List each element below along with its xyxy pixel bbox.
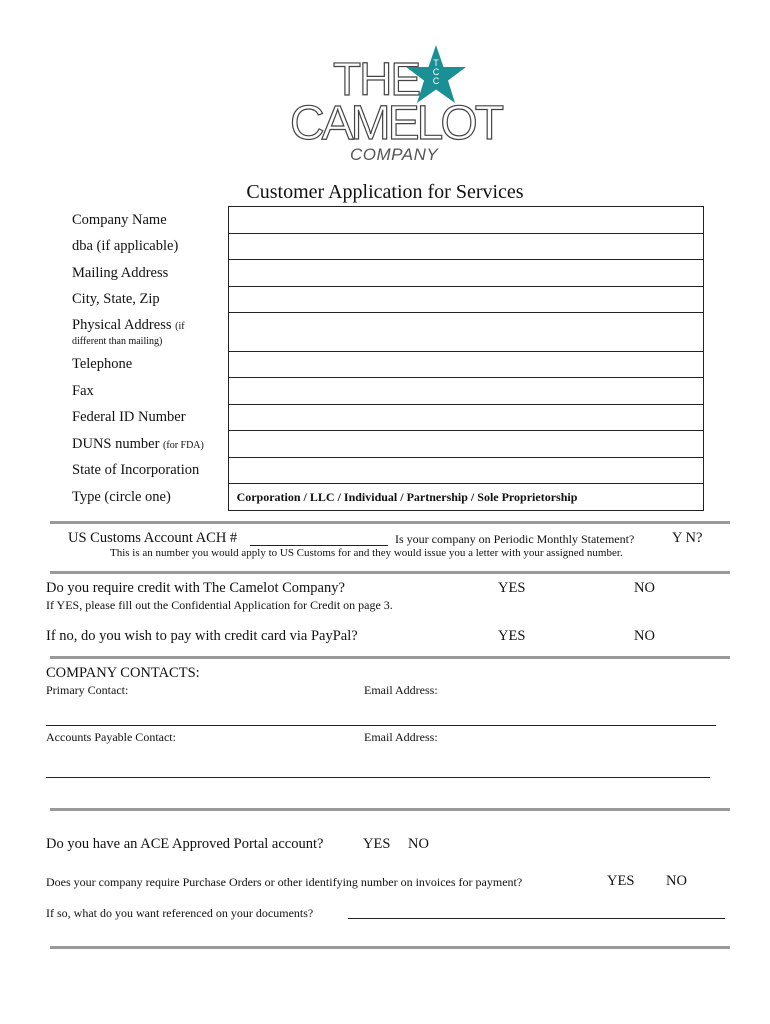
table-row <box>64 260 704 287</box>
section-divider <box>50 656 730 659</box>
field-label: State of Incorporation <box>64 458 228 484</box>
field-label <box>64 431 228 458</box>
field-label: Fax <box>64 378 228 405</box>
primary-email-label: Email Address: <box>364 683 438 697</box>
table-row <box>64 378 704 405</box>
field-label <box>64 313 228 352</box>
customs-note: This is an number you would apply to US Customs for and they would issue you a letter with your assigned number. <box>110 547 623 559</box>
table-row <box>64 405 704 431</box>
field-label: Type (circle one) <box>64 484 228 511</box>
physical-address-field[interactable] <box>228 313 703 352</box>
star-letter-c1: C <box>432 67 440 77</box>
page-title: Customer Application for Services <box>246 181 524 203</box>
ap-email-label: Email Address: <box>364 730 438 744</box>
telephone-field[interactable] <box>228 352 703 378</box>
star-icon <box>404 44 468 106</box>
credit-no-option[interactable]: NO <box>634 580 655 596</box>
table-row <box>64 431 704 458</box>
credit-yes-option[interactable]: YES <box>498 580 526 596</box>
table-row <box>64 287 704 313</box>
duns-note: (for FDA) <box>163 439 204 451</box>
primary-contact-label: Primary Contact: <box>46 683 129 697</box>
ace-no-option[interactable]: NO <box>408 836 429 852</box>
state-incorporation-field[interactable] <box>228 458 703 484</box>
credit-question: Do you require credit with The Camelot Company? <box>46 580 345 596</box>
ap-contact-label: Accounts Payable Contact: <box>46 730 176 744</box>
table-row <box>64 458 704 484</box>
periodic-yn-options[interactable]: Y N? <box>672 530 703 546</box>
ace-question: Do you have an ACE Approved Portal account? <box>46 836 324 852</box>
table-row <box>64 234 704 260</box>
field-label: Company Name <box>64 207 228 234</box>
logo-company-text: COMPANY <box>350 145 439 164</box>
primary-contact-input-line[interactable] <box>46 725 716 726</box>
section-divider <box>50 571 730 574</box>
customer-info-table <box>64 206 704 511</box>
field-label: dba (if applicable) <box>64 234 228 260</box>
periodic-question: Is your company on Periodic Monthly Statement? <box>395 532 635 546</box>
field-label: Federal ID Number <box>64 405 228 431</box>
customs-label: US Customs Account ACH # <box>68 530 238 546</box>
fax-field[interactable] <box>228 378 703 405</box>
star-letter-t: T <box>433 58 439 68</box>
city-state-zip-field[interactable] <box>228 287 703 313</box>
dba-field[interactable] <box>228 234 703 260</box>
contacts-heading: COMPANY CONTACTS: <box>46 665 200 681</box>
physical-address-label: Physical Address <box>72 316 172 333</box>
mailing-address-field[interactable] <box>228 260 703 287</box>
field-label: City, State, Zip <box>64 287 228 313</box>
duns-field[interactable] <box>228 431 703 458</box>
reference-input-line[interactable] <box>348 918 725 919</box>
table-row <box>64 484 704 511</box>
po-yes-option[interactable]: YES <box>607 873 635 889</box>
field-label: Telephone <box>64 352 228 378</box>
logo-the-text: THE <box>333 53 419 105</box>
company-name-field[interactable] <box>228 207 703 234</box>
credit-note: If YES, please fill out the Confidential Application for Credit on page 3. <box>46 598 393 612</box>
po-no-option[interactable]: NO <box>666 873 687 889</box>
field-label: Mailing Address <box>64 260 228 287</box>
physical-address-note: (if <box>175 320 185 332</box>
customs-ach-input-line[interactable] <box>250 545 388 546</box>
section-divider <box>50 808 730 811</box>
reference-question: If so, what do you want referenced on your documents? <box>46 906 314 920</box>
table-row <box>64 207 704 234</box>
paypal-no-option[interactable]: NO <box>634 628 655 644</box>
po-question: Does your company require Purchase Orders or other identifying number on invoices for payment? <box>46 875 523 889</box>
ace-yes-option[interactable]: YES <box>363 836 391 852</box>
table-row <box>64 313 704 352</box>
paypal-question: If no, do you wish to pay with credit card via PayPal? <box>46 628 358 644</box>
logo-camelot-text: CAMELOT <box>290 97 502 150</box>
physical-address-note-2: different than mailing) <box>72 336 163 347</box>
duns-label: DUNS number <box>72 435 160 452</box>
star-letter-c2: C <box>432 76 440 86</box>
ap-contact-input-line[interactable] <box>46 777 710 778</box>
section-divider <box>50 946 730 949</box>
paypal-yes-option[interactable]: YES <box>498 628 526 644</box>
company-type-options[interactable]: Corporation / LLC / Individual / Partnership / Sole Proprietorship <box>228 484 703 511</box>
federal-id-field[interactable] <box>228 405 703 431</box>
table-row <box>64 352 704 378</box>
section-divider <box>50 521 730 524</box>
